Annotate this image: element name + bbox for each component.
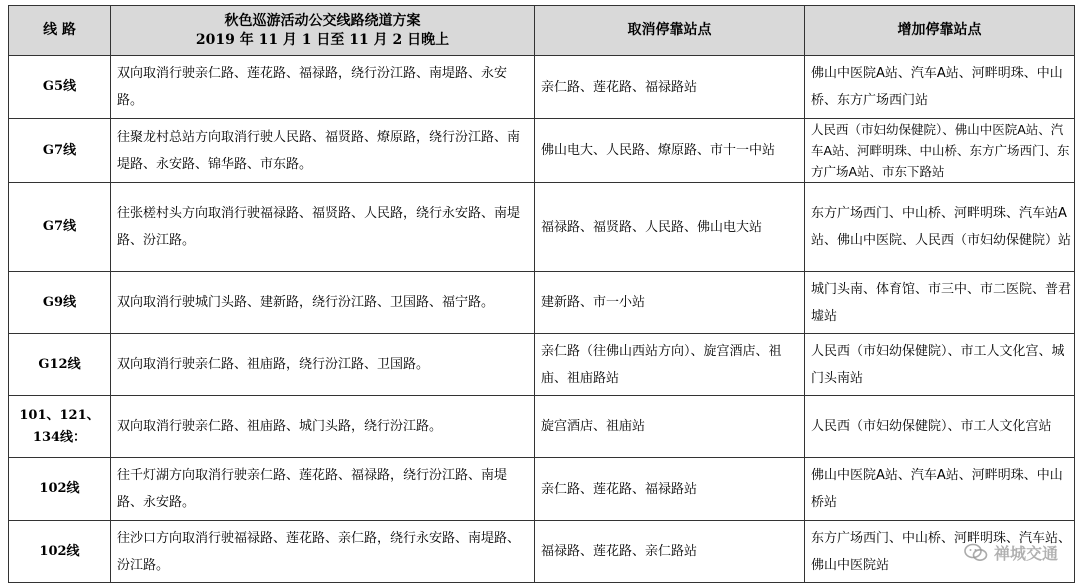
row-cancel: 亲仁路、莲花路、福禄路站 bbox=[535, 458, 805, 521]
row-line: G5线 bbox=[9, 56, 111, 119]
row-line: 102线 bbox=[9, 521, 111, 583]
header-plan-date: 2019 年 11 月 1 日至 11 月 2 日晚上 bbox=[195, 31, 450, 48]
row-route: 双向取消行驶亲仁路、莲花路、福禄路，绕行汾江路、南堤路、永安路。 bbox=[111, 56, 535, 119]
header-row bbox=[9, 6, 1075, 56]
table-row bbox=[9, 396, 1075, 458]
row-route: 往张槎村头方向取消行驶福禄路、福贤路、人民路，绕行永安路、南堤路、汾江路。 bbox=[111, 183, 535, 272]
row-add: 城门头南、体育馆、市三中、市二医院、普君墟站 bbox=[805, 272, 1075, 334]
header-plan-title: 秋色巡游活动公交线路绕道方案 bbox=[224, 12, 421, 29]
row-cancel: 旋宫酒店、祖庙站 bbox=[535, 396, 805, 458]
header-add: 增加停靠站点 bbox=[805, 6, 1075, 56]
row-add: 人民西（市妇幼保健院）、佛山中医院A站、汽车A站、河畔明珠、中山桥、东方广场西门、东方广场A站、市东下路站 bbox=[805, 119, 1075, 183]
row-cancel: 福禄路、福贤路、人民路、佛山电大站 bbox=[535, 183, 805, 272]
row-route: 往千灯湖方向取消行驶亲仁路、莲花路、福禄路，绕行汾江路、南堤路、永安路。 bbox=[111, 458, 535, 521]
header-cancel: 取消停靠站点 bbox=[535, 6, 805, 56]
row-line: G12线 bbox=[9, 334, 111, 396]
row-cancel: 亲仁路（往佛山西站方向）、旋宫酒店、祖庙、祖庙路站 bbox=[535, 334, 805, 396]
row-add: 人民西（市妇幼保健院）、市工人文化宫、城门头南站 bbox=[805, 334, 1075, 396]
detour-table bbox=[8, 5, 1075, 583]
row-add: 东方广场西门、中山桥、河畔明珠、汽车站、佛山中医院站 bbox=[805, 521, 1075, 583]
row-add: 佛山中医院A站、汽车A站、河畔明珠、中山桥站 bbox=[805, 458, 1075, 521]
row-route: 双向取消行驶亲仁路、祖庙路，绕行汾江路、卫国路。 bbox=[111, 334, 535, 396]
table-row bbox=[9, 272, 1075, 334]
table-row bbox=[9, 56, 1075, 119]
row-cancel: 佛山电大、人民路、燎原路、市十一中站 bbox=[535, 119, 805, 183]
row-add: 佛山中医院A站、汽车A站、河畔明珠、中山桥、东方广场西门站 bbox=[805, 56, 1075, 119]
header-line: 线 路 bbox=[9, 6, 111, 56]
row-route: 往沙口方向取消行驶福禄路、莲花路、亲仁路，绕行永安路、南堤路、汾江路。 bbox=[111, 521, 535, 583]
row-line: 102线 bbox=[9, 458, 111, 521]
row-cancel: 亲仁路、莲花路、福禄路站 bbox=[535, 56, 805, 119]
row-line: G9线 bbox=[9, 272, 111, 334]
table-row bbox=[9, 119, 1075, 183]
watermark-text: 禅城交通 bbox=[993, 544, 1058, 563]
row-line: G7线 bbox=[9, 183, 111, 272]
row-route: 双向取消行驶亲仁路、祖庙路、城门头路，绕行汾江路。 bbox=[111, 396, 535, 458]
row-line: 101、121、134线： bbox=[9, 396, 111, 458]
row-route: 往聚龙村总站方向取消行驶人民路、福贤路、燎原路，绕行汾江路、南堤路、永安路、锦华路、市东路。 bbox=[111, 119, 535, 183]
table-row bbox=[9, 521, 1075, 583]
row-cancel: 建新路、市一小站 bbox=[535, 272, 805, 334]
row-add: 人民西（市妇幼保健院）、市工人文化宫站 bbox=[805, 396, 1075, 458]
table-row bbox=[9, 458, 1075, 521]
row-route: 双向取消行驶城门头路、建新路，绕行汾江路、卫国路、福宁路。 bbox=[111, 272, 535, 334]
row-cancel: 福禄路、莲花路、亲仁路站 bbox=[535, 521, 805, 583]
table-row bbox=[9, 183, 1075, 272]
table-row bbox=[9, 334, 1075, 396]
header-plan bbox=[111, 6, 535, 56]
row-line: G7线 bbox=[9, 119, 111, 183]
row-add: 东方广场西门、中山桥、河畔明珠、汽车站A站、佛山中医院、人民西（市妇幼保健院）站 bbox=[805, 183, 1075, 272]
